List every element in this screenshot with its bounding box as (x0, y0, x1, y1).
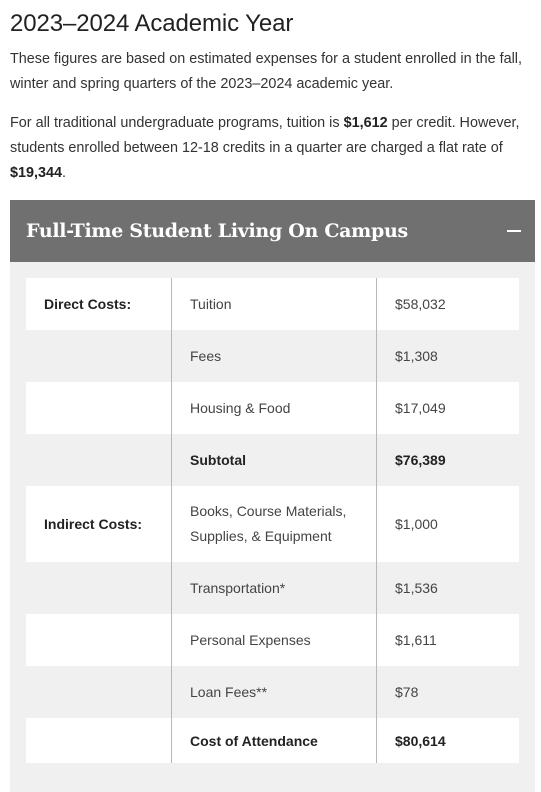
table-row (26, 562, 519, 614)
amount-cell: $1,000 (377, 486, 520, 562)
table-row (26, 666, 519, 718)
item-cell: Tuition (172, 278, 377, 330)
tuition-text-2: per credit. However, students enrolled between 12-18 credits in a quarter are charged a flat rate of (10, 115, 520, 156)
total-amount: $80,614 (377, 718, 520, 763)
subtotal-label: Subtotal (172, 434, 377, 486)
table-row (26, 486, 519, 562)
cost-table (26, 278, 519, 763)
tuition-per-credit: $1,612 (343, 115, 388, 131)
table-row-total (26, 718, 519, 763)
accordion-header[interactable] (10, 200, 535, 262)
category-cell (26, 666, 172, 718)
item-cell: Fees (172, 330, 377, 382)
table-row (26, 278, 519, 330)
item-cell: Housing & Food (172, 382, 377, 434)
tuition-paragraph (10, 111, 535, 186)
item-cell: Books, Course Materials, Supplies, & Equipment (172, 486, 377, 562)
page-title: 2023–2024 Academic Year (10, 10, 294, 37)
accordion-panel (10, 262, 535, 792)
item-cell: Transportation* (172, 562, 377, 614)
intro-paragraph: These figures are based on estimated expenses for a student enrolled in the fall, winter and spring quarters of the 2023–2024 academic year. (10, 51, 522, 92)
amount-cell: $58,032 (377, 278, 520, 330)
tuition-text-3: . (62, 165, 67, 181)
amount-cell: $1,611 (377, 614, 520, 666)
category-cell: Direct Costs: (26, 278, 172, 330)
table-row (26, 382, 519, 434)
category-cell (26, 614, 172, 666)
category-cell (26, 718, 172, 763)
item-cell: Loan Fees** (172, 666, 377, 718)
amount-cell: $17,049 (377, 382, 520, 434)
item-cell: Personal Expenses (172, 614, 377, 666)
subtotal-amount: $76,389 (377, 434, 520, 486)
minus-icon[interactable] (501, 218, 527, 244)
category-cell: Indirect Costs: (26, 486, 172, 562)
cost-accordion (10, 200, 535, 792)
amount-cell: $1,536 (377, 562, 520, 614)
tuition-flat-rate: $19,344 (10, 165, 63, 181)
table-row-subtotal (26, 434, 519, 486)
category-cell (26, 562, 172, 614)
category-cell (26, 330, 172, 382)
amount-cell: $1,308 (377, 330, 520, 382)
table-row (26, 330, 519, 382)
table-row (26, 614, 519, 666)
accordion-title: Full-Time Student Living On Campus (26, 220, 408, 242)
category-cell (26, 382, 172, 434)
amount-cell: $78 (377, 666, 520, 718)
tuition-text-1: For all traditional undergraduate programs, tuition is (10, 115, 344, 131)
total-label: Cost of Attendance (172, 718, 377, 763)
category-cell (26, 434, 172, 486)
